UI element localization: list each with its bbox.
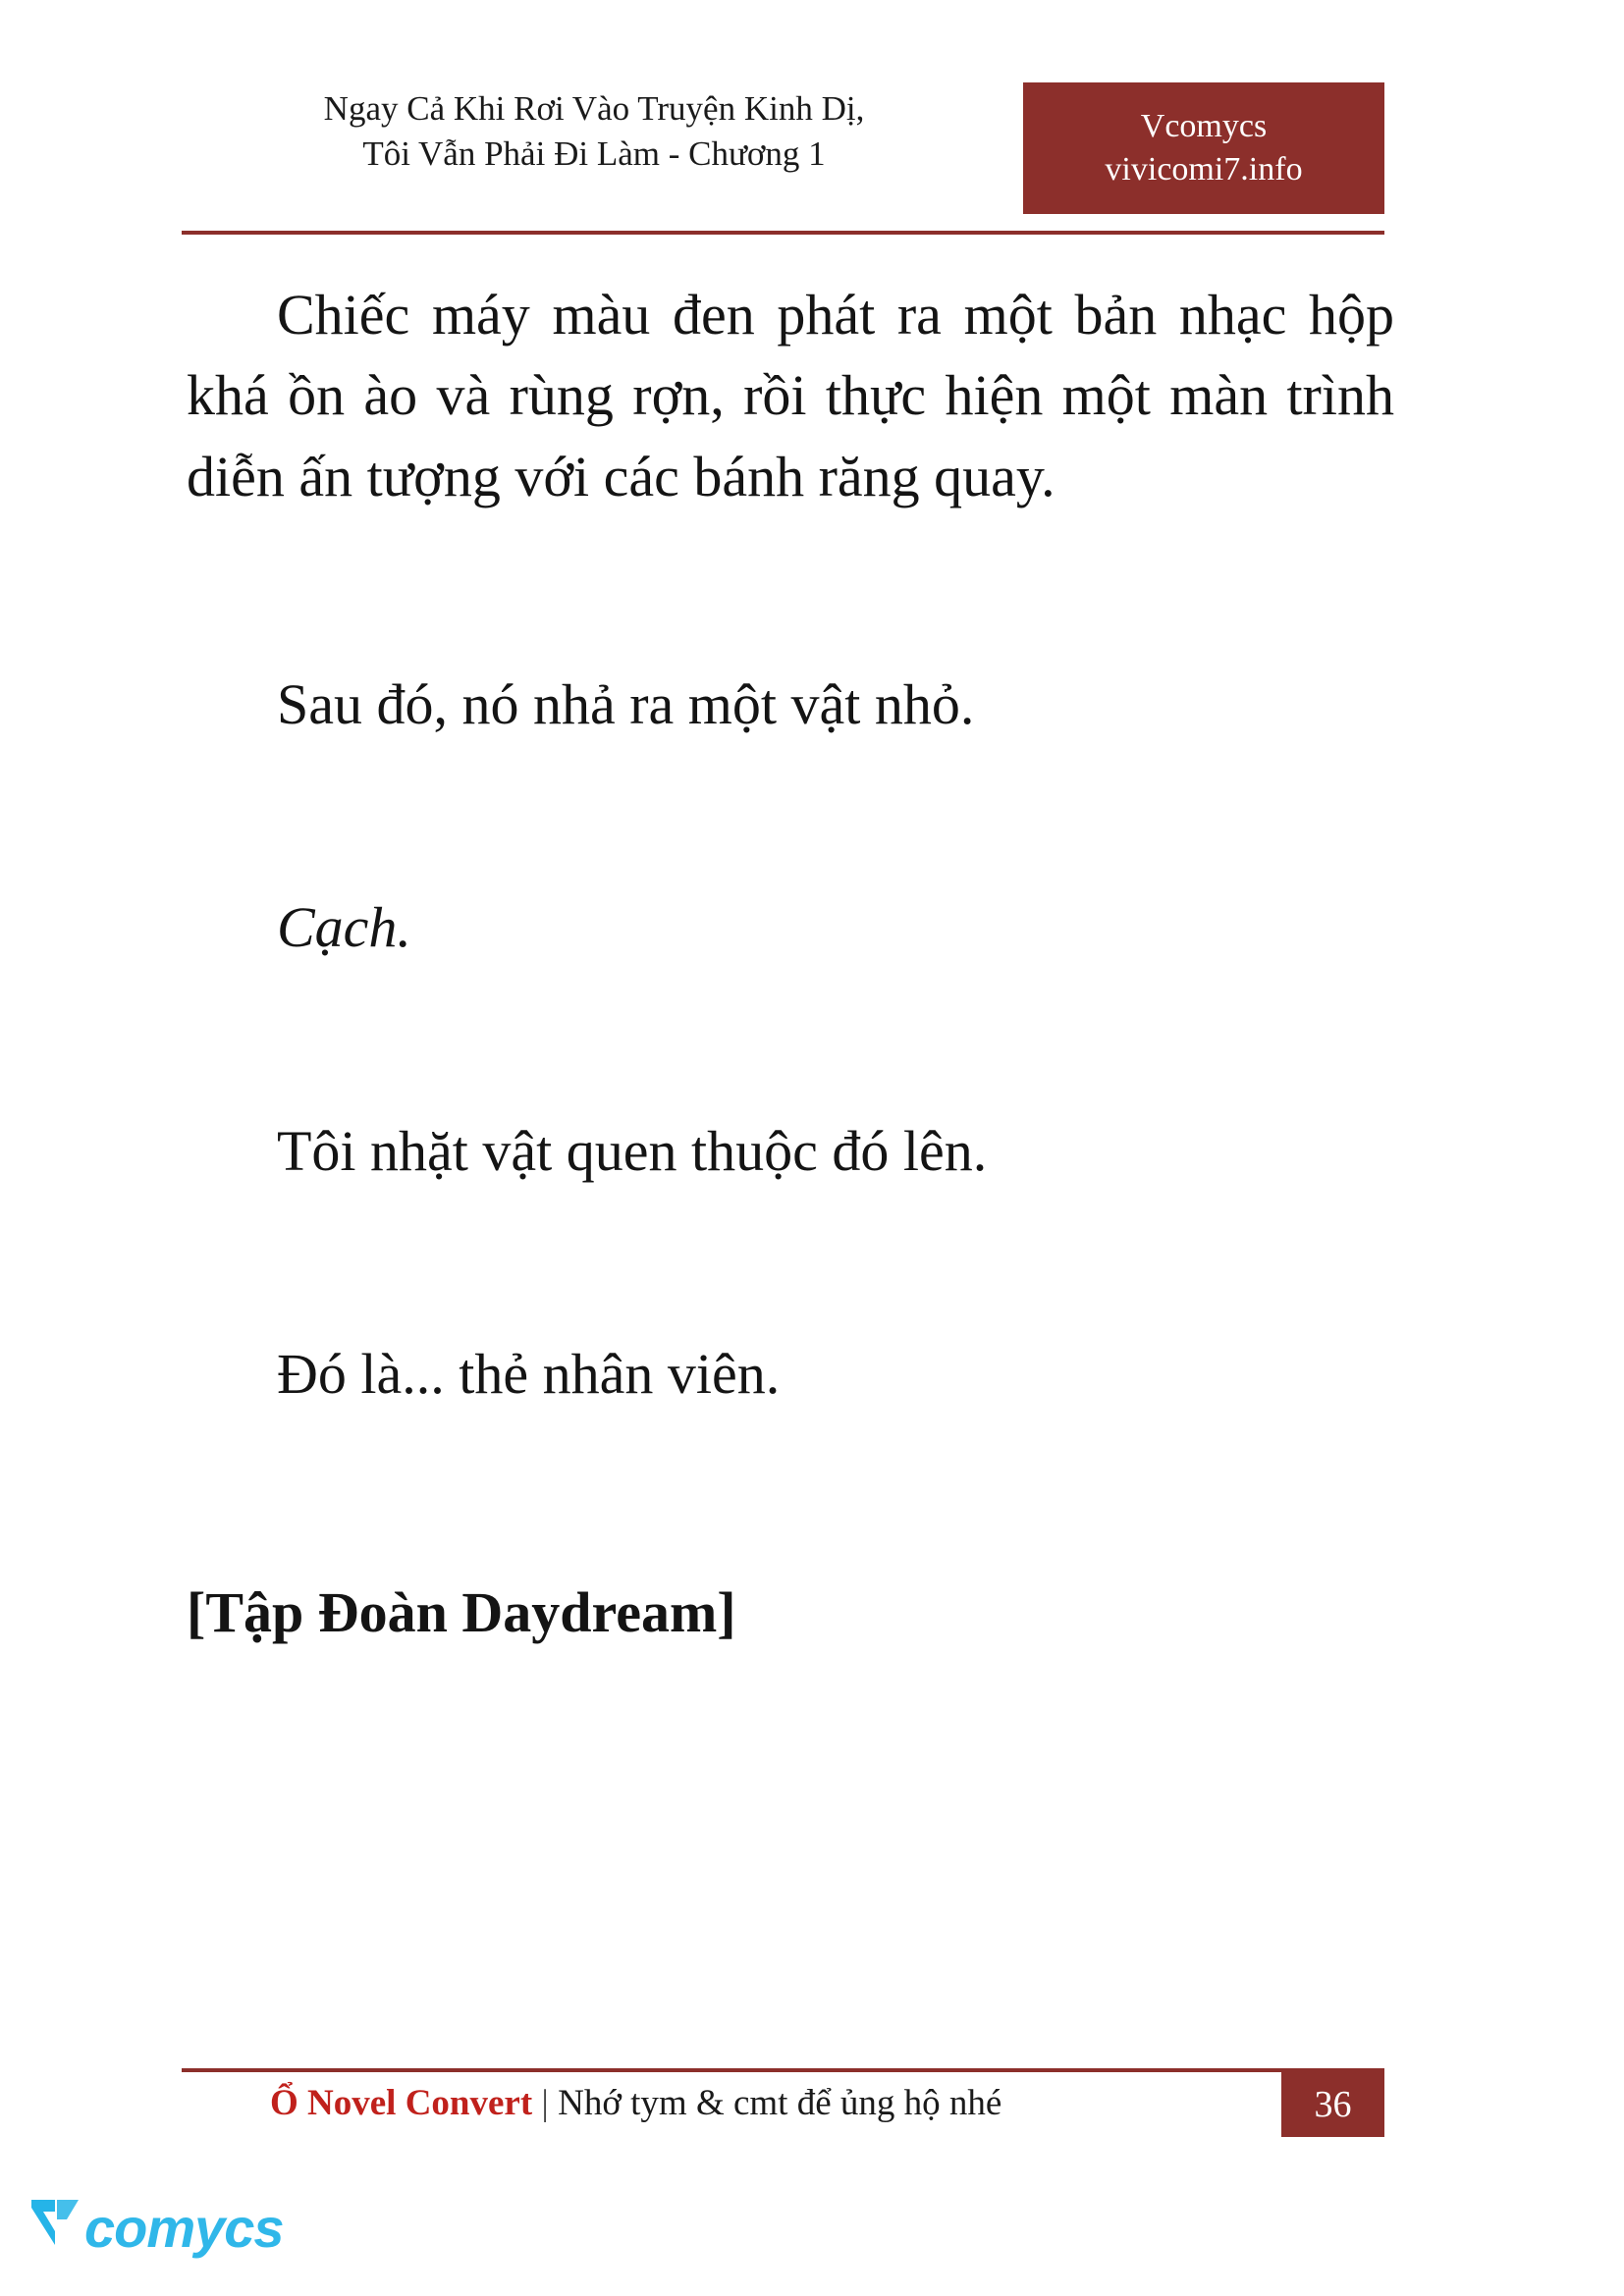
footer-credit [270, 2082, 1001, 2125]
vcomycs-logo-icon [27, 2194, 82, 2251]
paragraph-spacer-4 [187, 1192, 1394, 1334]
paragraph-2: Sau đó, nó nhả ra một vật nhỏ. [277, 672, 975, 737]
paragraph-spacer-2 [187, 745, 1394, 887]
header-divider [182, 231, 1384, 235]
paragraph-5: Đó là... thẻ nhân viên. [277, 1342, 781, 1407]
paragraph-spacer-5 [187, 1415, 1394, 1573]
page-number-badge [1281, 2072, 1384, 2137]
page-title-line-2: Tôi Vẫn Phải Đi Làm - Chương 1 [362, 133, 826, 173]
paragraph-spacer-1 [187, 517, 1394, 665]
paragraph-4: Tôi nhặt vật quen thuộc đó lên. [277, 1118, 988, 1183]
page-number: 36 [1314, 2084, 1352, 2125]
page-title-line-1: Ngay Cả Khi Rơi Vào Truyện Kinh Dị, [323, 89, 865, 128]
watermark [27, 2180, 284, 2278]
site-badge-name: Vcomycs [1140, 107, 1268, 144]
footer-separator: | [541, 2083, 549, 2123]
footer-brand: Ổ Novel Convert [270, 2083, 533, 2123]
footer-note: Nhớ tym & cmt để ủng hộ nhé [558, 2083, 1002, 2123]
page-header [182, 86, 1384, 234]
paragraph-6: [Tập Đoàn Daydream] [187, 1579, 736, 1644]
paragraph-1: Chiếc máy màu đen phát ra một bản nhạc hộp khá ồn ào và rùng rợn, rồi thực hiện một màn trình diễn ấn tượng với các bánh răng quay. [187, 283, 1394, 508]
site-badge[interactable] [1023, 82, 1384, 214]
paragraph-3: Cạch. [277, 895, 411, 960]
paragraph-spacer-3 [187, 969, 1394, 1111]
watermark-label: comycs [84, 2197, 284, 2259]
site-badge-url: vivicomi7.info [1105, 151, 1303, 187]
page-footer [182, 2072, 1384, 2139]
page-content [187, 275, 1394, 1653]
page-title [182, 86, 1006, 176]
